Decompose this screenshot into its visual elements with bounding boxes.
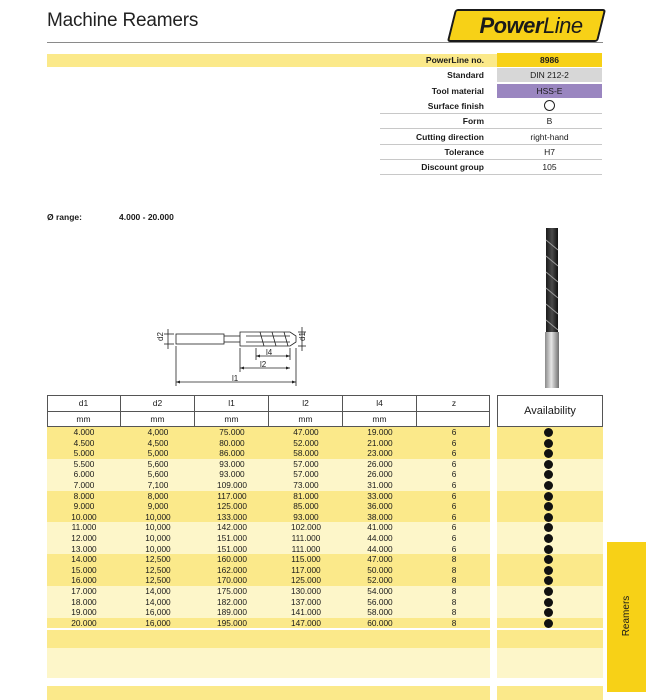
table-cell: 50.000 [367,564,393,575]
table-cell: 6 [451,437,457,448]
spec-row [380,114,602,129]
table-cell: 4.500 [73,437,95,448]
table-cell: 109.000 [217,480,247,490]
available-dot-icon [544,460,553,469]
table-cell: 12,500 [145,564,171,575]
table-unit-cell: mm [343,411,417,427]
table-cell: 18.000 [71,596,97,607]
spec-value: B [546,116,553,127]
table-cell: 10,000 [145,522,171,533]
availability-row [497,565,603,576]
availability-row [497,575,603,586]
table-cell: 5,000 [147,448,169,459]
dim-label-l1: l1 [232,374,239,383]
logo-text-power: Power [479,13,543,38]
spec-label: Cutting direction [416,131,484,142]
table-cell: 151.000 [217,543,247,554]
side-tab-label: Reamers [621,595,632,637]
spec-row [380,160,602,175]
table-cell: 8 [451,554,457,565]
spec-label: Standard [447,70,484,81]
table-cell: 19.000 [367,427,393,437]
table-cell: 5,600 [147,469,169,480]
table-cell: 6 [451,543,457,554]
availability-row [497,448,603,459]
table-cell: 6 [451,469,457,480]
filler-band-2 [47,648,490,678]
filler-band-1 [47,630,490,648]
available-dot-icon [544,619,553,628]
table-cell: 20.000 [71,617,97,628]
available-dot-icon [544,502,553,511]
table-cell: 16,000 [145,607,171,618]
table-cell: 6 [451,448,457,459]
availability-row [497,512,603,523]
spec-value: 105 [542,162,557,173]
table-cell: 57.000 [293,469,319,480]
table-cell: 182.000 [217,596,247,607]
table-cell: 9.000 [73,501,95,512]
table-unit-cell: mm [47,411,121,427]
table-cell: 6.000 [73,469,95,480]
table-cell: 60.000 [367,617,393,628]
dim-label-d2: d2 [156,332,165,341]
table-cell: 17.000 [71,586,97,596]
spec-value: DIN 212-2 [497,68,602,82]
filler-avail-2 [497,648,603,678]
range-value: 4.000 - 20.000 [119,212,174,222]
table-row [47,512,490,523]
table-cell: 8 [451,586,457,596]
table-cell: 141.000 [291,607,321,618]
table-cell: 6 [451,480,457,490]
table-cell: 8,000 [147,490,169,501]
table-cell: 111.000 [291,543,321,554]
table-cell: 80.000 [219,437,245,448]
table-cell: 6 [451,427,457,437]
table-cell: 6 [451,533,457,543]
available-dot-icon [544,587,553,596]
table-header-cell: z [451,398,457,408]
availability-row [497,427,603,438]
table-row [47,597,490,608]
table-cell: 13.000 [71,543,97,554]
table-cell: 160.000 [217,554,247,565]
spec-label: Tool material [431,85,484,96]
availability-row [497,480,603,491]
availability-row [497,459,603,470]
hollow-circle-icon [544,100,555,111]
available-dot-icon [544,598,553,607]
table-cell: 41.000 [367,522,393,533]
logo-text-line: Line [542,13,583,38]
table-row [47,427,490,438]
filler-avail-3 [497,686,603,700]
filler-avail-1 [497,630,603,648]
table-cell: 14,000 [145,596,171,607]
table-cell: 58.000 [293,448,319,459]
table-cell: 19.000 [71,607,97,618]
table-cell: 15.000 [71,564,97,575]
table-cell: 5.500 [73,458,95,469]
available-dot-icon [544,481,553,490]
table-cell: 8 [451,596,457,607]
powerline-logo-text [461,10,601,41]
table-cell: 117.000 [217,490,247,501]
table-cell: 4.000 [73,427,95,437]
table-cell: 189.000 [217,607,247,618]
availability-row [497,469,603,480]
availability-row [497,607,603,618]
table-cell: 10,000 [145,511,171,522]
availability-row [497,501,603,512]
table-cell: 58.000 [367,607,393,618]
table-cell: 31.000 [367,480,393,490]
table-row [47,554,490,565]
table-cell: 175.000 [217,586,247,596]
table-cell: 85.000 [293,501,319,512]
table-cell: 8.000 [73,490,95,501]
table-cell: 93.000 [219,458,245,469]
table-cell: 142.000 [217,522,247,533]
spec-value: right-hand [530,131,569,142]
spec-label: Surface finish [427,100,484,111]
table-cell: 57.000 [293,458,319,469]
table-cell: 7.000 [73,480,95,490]
spec-label: Tolerance [444,146,484,157]
availability-row [497,618,603,629]
dim-label-d1: d1 [298,332,307,341]
table-cell: 26.000 [367,469,393,480]
table-cell: 102.000 [291,522,321,533]
table-cell: 52.000 [293,437,319,448]
table-cell: 12,500 [145,554,171,565]
table-cell: 36.000 [367,501,393,512]
table-cell: 5.000 [73,448,95,459]
table-cell: 23.000 [367,448,393,459]
table-row [47,533,490,544]
available-dot-icon [544,555,553,564]
table-row [47,448,490,459]
table-cell: 44.000 [367,533,393,543]
table-row [47,565,490,576]
table-cell: 12,500 [145,575,171,586]
spec-row [380,130,602,145]
table-cell: 147.000 [291,617,321,628]
table-header-cell: d2 [121,395,195,411]
table-cell: 21.000 [367,437,393,448]
table-cell: 6 [451,458,457,469]
table-header-cell: l4 [343,395,417,411]
table-cell: 38.000 [367,511,393,522]
table-cell: 5,600 [147,458,169,469]
table-cell: 12.000 [71,533,97,543]
page-title: Machine Reamers [47,10,199,31]
availability-row [497,586,603,597]
availability-row [497,491,603,502]
table-row [47,469,490,480]
reamer-product-image [537,226,567,390]
availability-row [497,438,603,449]
table-cell: 4,000 [147,427,169,437]
table-cell: 26.000 [367,458,393,469]
table-cell: 195.000 [217,617,247,628]
table-cell: 8 [451,575,457,586]
spec-row [380,99,602,114]
spec-label: PowerLine no. [425,55,484,65]
table-cell: 56.000 [367,596,393,607]
table-row [47,544,490,555]
available-dot-icon [544,470,553,479]
spec-row [380,145,602,160]
table-cell: 14.000 [71,554,97,565]
table-cell: 7,100 [147,480,169,490]
availability-row [497,533,603,544]
table-header-cell: d1 [47,395,121,411]
table-header-cell: l2 [269,395,343,411]
table-cell: 47.000 [367,554,393,565]
spec-label: Discount group [421,162,484,173]
dim-label-l4: l4 [266,348,273,357]
table-unit-cell [417,411,491,427]
table-cell: 111.000 [291,533,321,543]
dim-label-l2: l2 [260,360,267,369]
table-row [47,575,490,586]
table-cell: 117.000 [291,564,321,575]
table-unit-cell: mm [121,411,195,427]
title-divider [47,42,603,43]
spec-value: 8986 [497,53,602,67]
table-row [47,438,490,449]
spec-label: Form [462,116,484,127]
table-cell: 73.000 [293,480,319,490]
table-cell: 4,500 [147,437,169,448]
table-cell: 6 [451,501,457,512]
table-cell: 14,000 [145,586,171,596]
available-dot-icon [544,449,553,458]
table-cell: 162.000 [217,564,247,575]
table-cell: 9,000 [147,501,169,512]
table-row [47,501,490,512]
table-cell: 137.000 [291,596,321,607]
table-cell: 125.000 [291,575,321,586]
table-units-row [47,411,490,427]
table-cell: 6 [451,511,457,522]
table-row [47,480,490,491]
surface-finish-value [497,99,602,113]
table-row [47,522,490,533]
table-cell: 130.000 [291,586,321,596]
table-cell: 8 [451,607,457,618]
table-cell: 44.000 [367,543,393,554]
spec-row [380,68,602,83]
available-dot-icon [544,513,553,522]
table-cell: 86.000 [219,448,245,459]
table-unit-cell: mm [195,411,269,427]
available-dot-icon [544,523,553,532]
table-cell: 10,000 [145,543,171,554]
table-cell: 151.000 [217,533,247,543]
table-cell: 16,000 [145,617,171,628]
range-label: Ø range: [47,212,82,222]
table-header-cell: l1 [195,395,269,411]
table-cell: 8 [451,617,457,628]
table-cell: 52.000 [367,575,393,586]
available-dot-icon [544,534,553,543]
table-cell: 33.000 [367,490,393,501]
spec-value: H7 [544,146,555,157]
table-cell: 170.000 [217,575,247,586]
table-cell: 93.000 [293,511,319,522]
available-dot-icon [544,428,553,437]
spec-row [380,84,602,99]
table-cell: 8 [451,564,457,575]
table-cell: 54.000 [367,586,393,596]
table-cell: 6 [451,490,457,501]
table-cell: 93.000 [219,469,245,480]
table-cell: 125.000 [217,501,247,512]
table-cell: 6 [451,522,457,533]
available-dot-icon [544,492,553,501]
table-cell: 16.000 [71,575,97,586]
filler-band-3 [47,686,490,700]
availability-row [497,597,603,608]
table-row [47,491,490,502]
spec-value: HSS-E [497,84,602,98]
table-cell: 11.000 [71,522,97,533]
available-dot-icon [544,566,553,575]
available-dot-icon [544,576,553,585]
table-cell: 10,000 [145,533,171,543]
availability-row [497,522,603,533]
table-cell: 47.000 [293,427,319,437]
table-header-row [47,395,490,411]
table-cell: 10.000 [71,511,97,522]
available-dot-icon [544,545,553,554]
available-dot-icon [544,608,553,617]
table-row [47,607,490,618]
table-row [47,459,490,470]
availability-row [497,554,603,565]
availability-row [497,544,603,555]
spec-row [380,53,602,68]
table-unit-cell: mm [269,411,343,427]
availability-header: Availability [497,395,603,427]
table-cell: 115.000 [291,554,321,565]
available-dot-icon [544,439,553,448]
table-row [47,586,490,597]
table-cell: 133.000 [217,511,247,522]
reamer-dimension-drawing [150,318,310,390]
table-row [47,618,490,629]
table-cell: 81.000 [293,490,319,501]
table-cell: 75.000 [219,427,245,437]
